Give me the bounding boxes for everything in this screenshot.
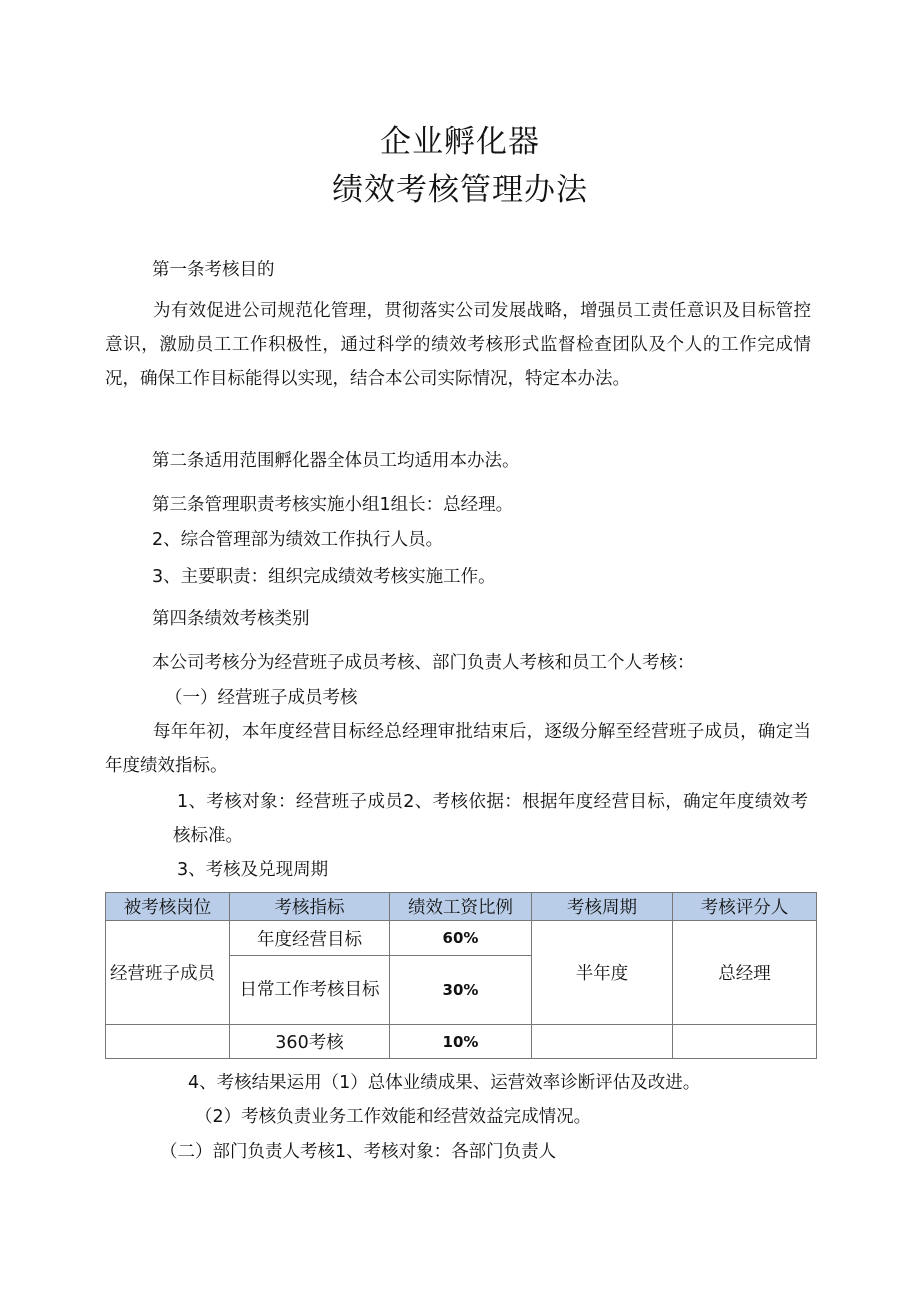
ratio-cell: 60%	[390, 921, 532, 956]
table-row	[106, 921, 817, 956]
scorer-cell: 总经理	[673, 921, 817, 1025]
indicator-cell: 年度经营目标	[230, 921, 390, 956]
empty-cell	[106, 1025, 230, 1059]
table-header-cell: 考核评分人	[673, 893, 817, 921]
section1-body: 每年年初，本年度经营目标经总经理审批结束后，逐级分解至经营班子成员，确定当年度绩效指标。	[105, 722, 811, 776]
section1-item3: 3、考核及兑现周期	[177, 860, 329, 880]
period-cell: 半年度	[532, 921, 673, 1025]
article3-line1: 第三条管理职责考核实施小组1组长：总经理。	[152, 495, 514, 515]
article1-heading: 第一条考核目的	[152, 260, 275, 280]
ratio-cell: 30%	[390, 956, 532, 1025]
section1-heading: （一）经营班子成员考核	[165, 688, 358, 708]
section2-heading: （二）部门负责人考核1、考核对象：各部门负责人	[160, 1142, 557, 1162]
indicator-cell: 日常工作考核目标	[230, 956, 390, 1025]
article3-line3: 3、主要职责：组织完成绩效考核实施工作。	[152, 567, 496, 587]
assessment-table	[105, 892, 817, 1059]
empty-cell	[673, 1025, 817, 1059]
document-title-line2: 绩效考核管理办法	[332, 172, 588, 208]
table-row	[106, 1025, 817, 1059]
article3-line2: 2、综合管理部为绩效工作执行人员。	[152, 530, 444, 550]
section1-item1: 1、考核对象：经营班子成员2、考核依据：根据年度经营目标，确定年度绩效考核标准。	[173, 792, 808, 846]
table-header-cell: 被考核岗位	[106, 893, 230, 921]
section1-item4-line1: 4、考核结果运用（1）总体业绩成果、运营效率诊断评估及改进。	[188, 1073, 701, 1093]
position-cell: 经营班子成员	[106, 921, 230, 1025]
section1-item4-line2: （2）考核负责业务工作效能和经营效益完成情况。	[195, 1107, 592, 1127]
table-header-cell: 考核周期	[532, 893, 673, 921]
table-header-cell: 考核指标	[230, 893, 390, 921]
document-title-line1: 企业孵化器	[380, 124, 540, 160]
article2-text: 第二条适用范围孵化器全体员工均适用本办法。	[152, 451, 520, 471]
indicator-cell: 360考核	[230, 1025, 390, 1059]
article4-intro: 本公司考核分为经营班子成员考核、部门负责人考核和员工个人考核：	[152, 653, 695, 673]
ratio-cell: 10%	[390, 1025, 532, 1059]
article1-body: 为有效促进公司规范化管理，贯彻落实公司发展战略，增强员工责任意识及目标管控意识，激励员工工作积极性，通过科学的绩效考核形式监督检查团队及个人的工作完成情况，确保工作目标能得以实现，结合本公司实际情况，特定本办法。	[105, 301, 811, 389]
table-header-row	[106, 893, 817, 921]
empty-cell	[532, 1025, 673, 1059]
article4-heading: 第四条绩效考核类别	[152, 609, 310, 629]
table-header-cell: 绩效工资比例	[390, 893, 532, 921]
